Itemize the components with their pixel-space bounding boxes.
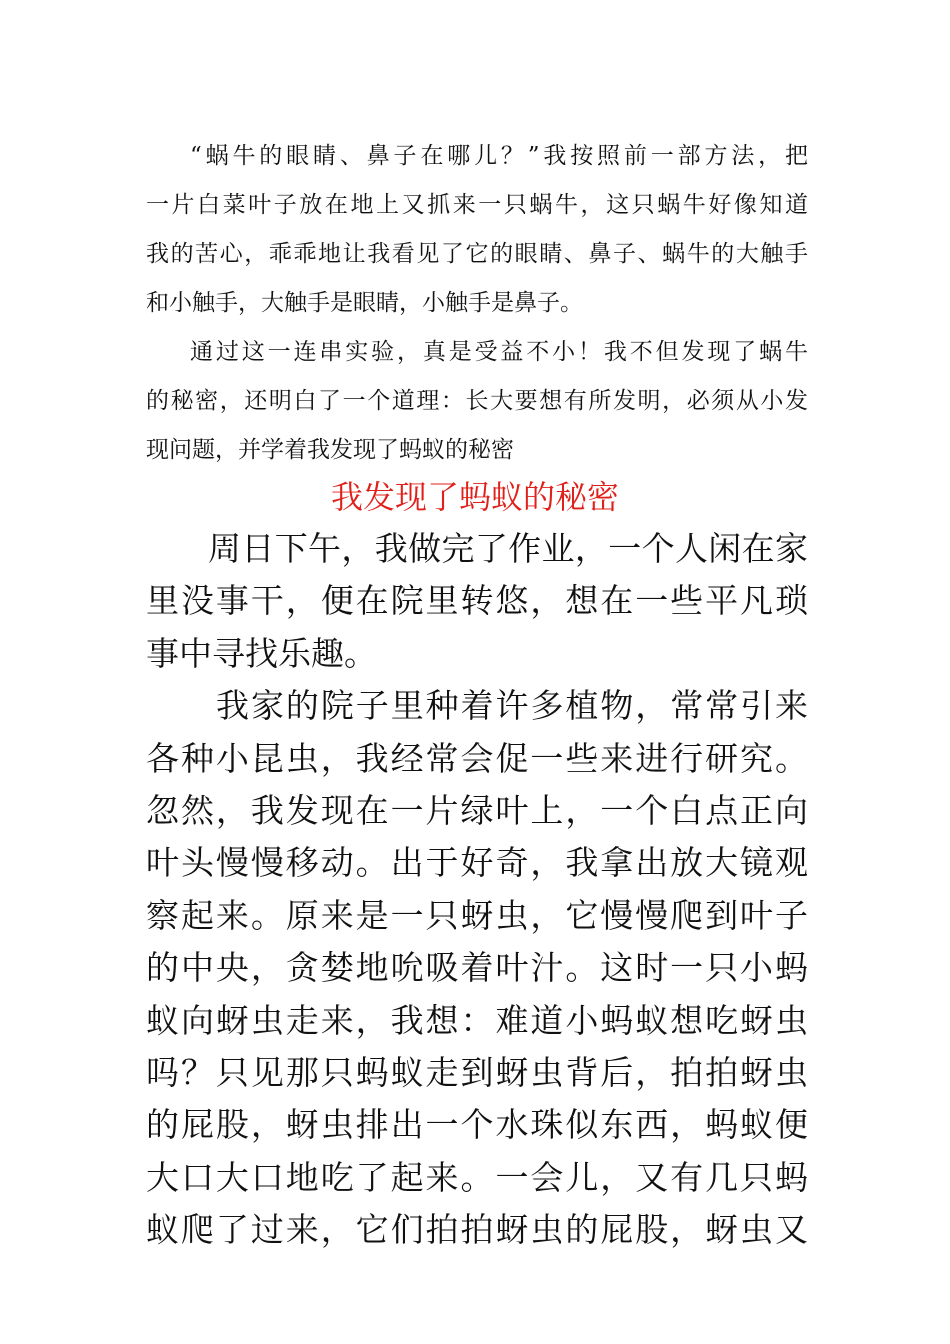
text-line: 里没事干，便在院里转悠，想在一些平凡琐 [146, 581, 808, 621]
text-line: 忽然，我发现在一片绿叶上，一个白点正向 [146, 790, 808, 830]
text-line: 一片白菜叶子放在地上又抓来一只蜗牛，这只蜗牛好像知道 [146, 192, 808, 218]
text-line: 周日下午，我做完了作业，一个人闲在家 [208, 529, 808, 568]
text-line: 蚁爬了过来，它们拍拍蚜虫的屁股，蚜虫又 [146, 1210, 808, 1250]
text-line: 蚁向蚜虫走来，我想：难道小蚂蚁想吃蚜虫 [146, 1000, 808, 1040]
text-line: 事中寻找乐趣。 [146, 633, 377, 673]
text-line: 察起来。原来是一只蚜虫，它慢慢爬到叶子 [146, 895, 808, 935]
text-line: 大口大口地吃了起来。一会儿，又有几只蚂 [146, 1157, 808, 1197]
text-line: 的秘密，还明白了一个道理：长大要想有所发明，必须从小发 [146, 388, 808, 414]
text-line: 我家的院子里种着许多植物，常常引来 [216, 686, 808, 726]
text-line: 的屁股，蚜虫排出一个水珠似东西，蚂蚁便 [146, 1105, 808, 1145]
text-line: 通过这一连串实验，真是受益不小！我不但发现了蜗牛 [190, 339, 808, 365]
text-line: 现问题，并学着我发现了蚂蚁的秘密 [146, 437, 514, 463]
text-line: 我的苦心，乖乖地让我看见了它的眼睛、鼻子、蜗牛的大触手 [146, 241, 808, 267]
article-title: 我发现了蚂蚁的秘密 [330, 478, 619, 516]
article-body [146, 523, 808, 1256]
text-line: “蜗牛的眼睛、鼻子在哪儿？”我按照前一部方法，把 [190, 143, 808, 169]
text-line: 各种小昆虫，我经常会促一些来进行研究。 [146, 738, 808, 778]
previous-essay-ending [146, 132, 808, 475]
text-line: 的中央，贪婪地吮吸着叶汁。这时一只小蚂 [146, 948, 808, 988]
text-line: 吗？只见那只蚂蚁走到蚜虫背后，拍拍蚜虫 [146, 1052, 808, 1092]
text-line: 叶头慢慢移动。出于好奇，我拿出放大镜观 [146, 843, 808, 883]
text-line: 和小触手，大触手是眼睛，小触手是鼻子。 [146, 290, 583, 316]
